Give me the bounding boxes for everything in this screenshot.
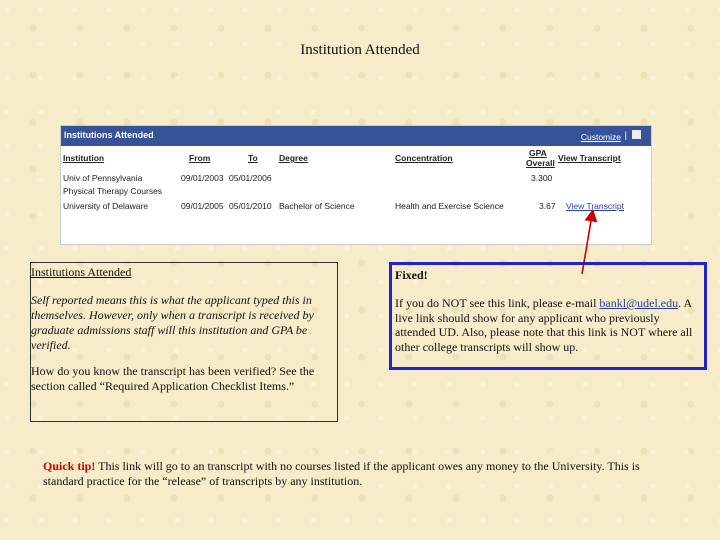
separator: |: [624, 130, 627, 140]
panel-title: Institutions Attended: [64, 130, 154, 140]
right-box-text: . A live link should show for any applicant who previously attended UD. Also, please note that this link is NOT where all other college transcripts will show up.: [395, 296, 693, 354]
institutions-panel: [60, 125, 652, 245]
left-box-paragraph: [31, 293, 331, 353]
col-to[interactable]: To: [248, 153, 258, 163]
left-box-heading: Institutions Attended: [31, 265, 132, 279]
customize-link[interactable]: Customize: [580, 132, 621, 142]
slide-title: Institution Attended: [300, 42, 420, 58]
col-degree[interactable]: Degree: [279, 153, 308, 163]
col-institution[interactable]: Institution: [63, 153, 105, 163]
row-institution: Univ of Pennsylvania: [63, 173, 143, 183]
right-box-paragraph: [395, 296, 700, 354]
col-concentration[interactable]: Concentration: [395, 153, 453, 163]
fixed-note: [389, 262, 707, 370]
row-to: 05/01/2010: [229, 201, 272, 211]
col-from[interactable]: From: [189, 153, 211, 163]
right-box-text: If you do NOT see this link, please e-mail: [395, 296, 600, 310]
row-institution: University of Delaware: [63, 201, 149, 211]
view-transcript-link[interactable]: View Transcript: [566, 201, 624, 211]
right-box-heading: Fixed!: [395, 268, 428, 282]
quick-tip-text: This link will go to an transcript with no courses listed if the applicant owes any money to the University. This is standard practice for the “release” of transcripts by any institution.: [43, 459, 640, 488]
row-from: 09/01/2003: [181, 173, 224, 183]
row-gpa: 3.67: [539, 201, 556, 211]
col-gpa[interactable]: GPA: [529, 148, 547, 158]
left-box-italic: Self reported means this is what the applicant typed this in themselves. However, only when a transcript is received by graduate admissions staff will this institution and GPA be verified.: [31, 293, 314, 352]
panel-header: [61, 126, 651, 146]
row-to: 05/01/2006: [229, 173, 272, 183]
row-degree: Bachelor of Science: [279, 201, 355, 211]
row-gpa: 3.300: [531, 173, 553, 183]
quick-tip: [43, 459, 683, 489]
row-concentration: Health and Exercise Science: [395, 201, 504, 211]
quick-tip-label: Quick tip!: [43, 459, 96, 473]
email-link[interactable]: bankl@udel.edu: [599, 296, 679, 310]
col-gpa-overall[interactable]: Overall: [526, 158, 555, 168]
left-box-question: How do you know the transcript has been verified? See the section called “Required Application Checklist Items.”: [31, 364, 315, 393]
row-institution: Physical Therapy Courses: [63, 186, 163, 196]
row-from: 09/01/2005: [181, 201, 224, 211]
grid-icon[interactable]: [632, 130, 641, 139]
col-view-transcript: View Transcript: [558, 153, 621, 163]
self-reported-note: [30, 262, 338, 422]
